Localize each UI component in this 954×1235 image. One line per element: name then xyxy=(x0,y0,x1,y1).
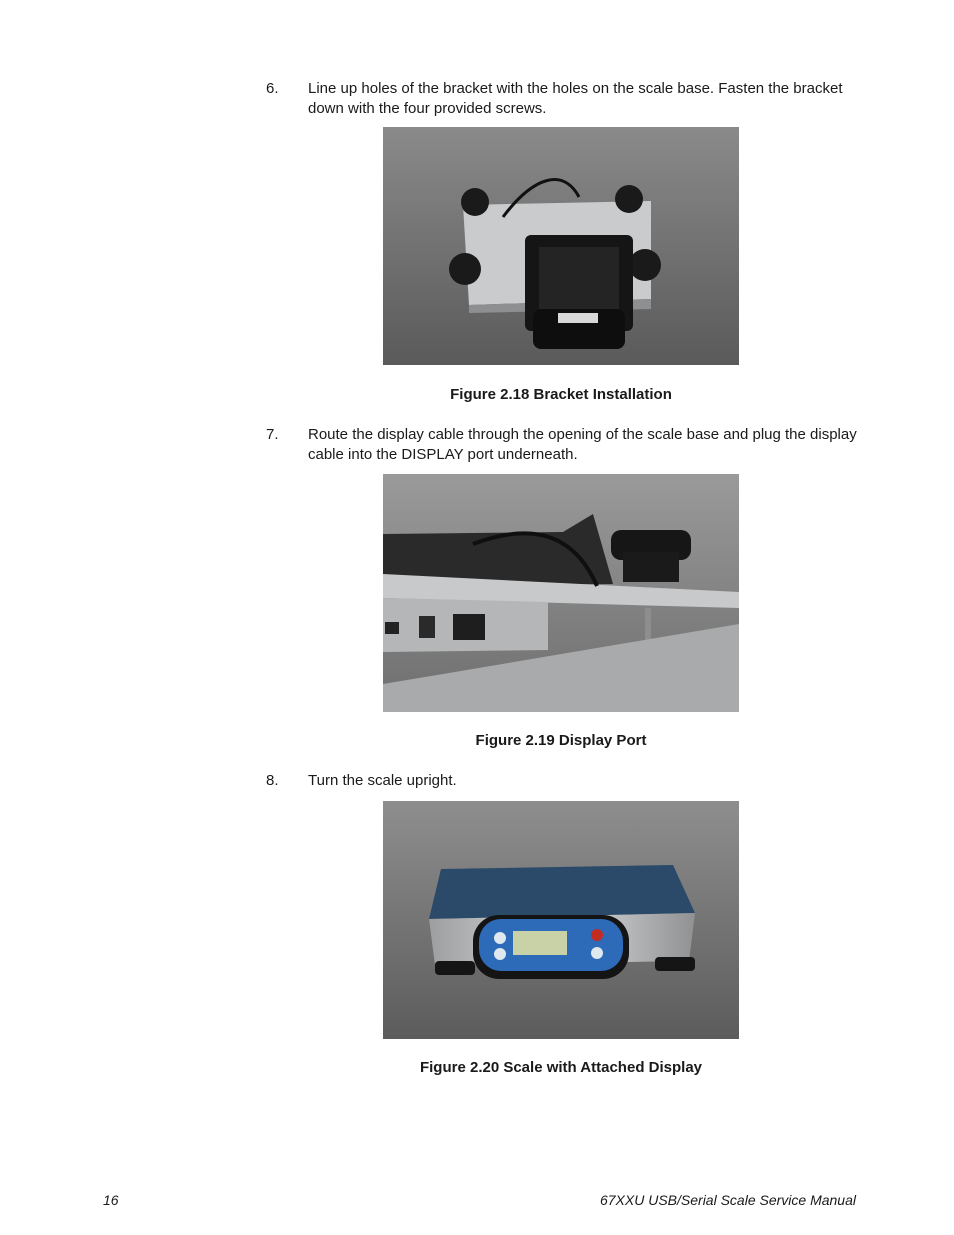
display-port-photo xyxy=(383,474,739,712)
step-text: Route the display cable through the opening of the scale base and plug the display cable into the DISPLAY port underneath. xyxy=(308,426,857,463)
manual-title: 67XXU USB/Serial Scale Service Manual xyxy=(599,1192,856,1208)
bracket-installation-photo xyxy=(383,127,739,365)
figure-caption: Figure 2.18 Bracket Installation xyxy=(450,386,672,403)
figure-caption: Figure 2.19 Display Port xyxy=(475,732,647,749)
figure-caption: Figure 2.20 Scale with Attached Display xyxy=(419,1059,703,1076)
step-number: 6. xyxy=(266,80,279,97)
step-number: 8. xyxy=(266,772,279,789)
scale-with-display-photo xyxy=(383,801,739,1039)
step-text: Turn the scale upright. xyxy=(308,772,457,789)
step-number: 7. xyxy=(266,426,279,443)
step-text: Line up holes of the bracket with the holes on the scale base. Fasten the bracket down with the four provided screws. xyxy=(308,80,843,117)
page-number: 16 xyxy=(103,1192,119,1208)
